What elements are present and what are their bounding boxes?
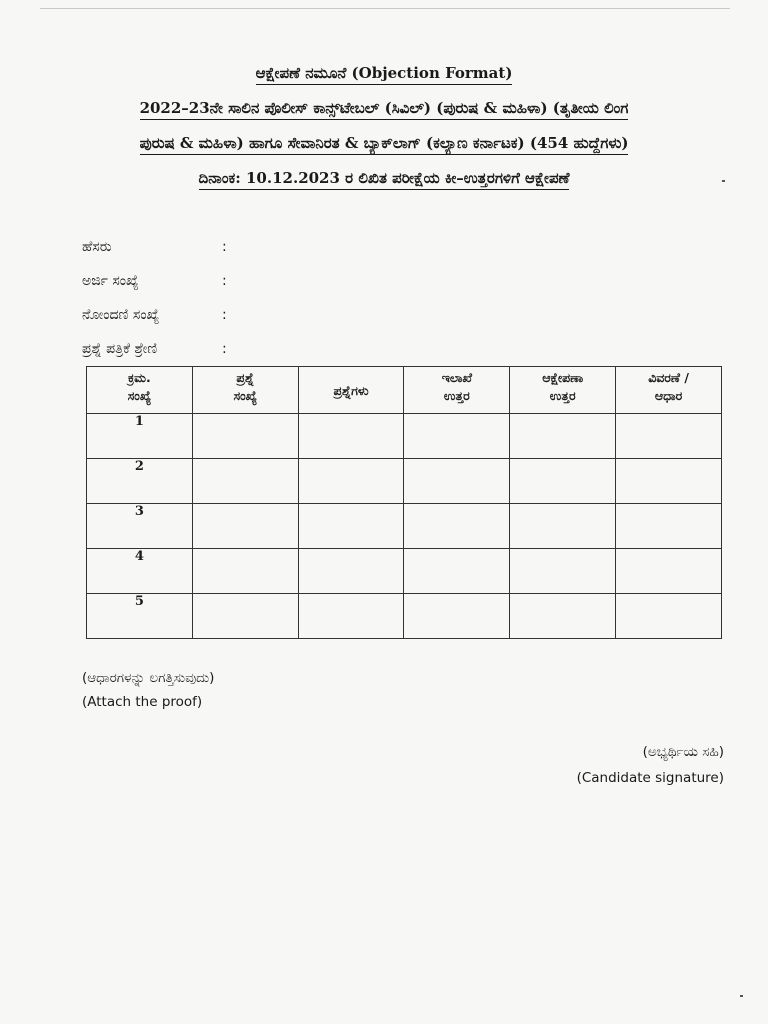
table-row <box>87 549 722 594</box>
table-cell[interactable] <box>510 459 616 504</box>
field-label: ಪ್ರಶ್ನೆ ಪತ್ರಿಕೆ ಶ್ರೇಣಿ <box>82 341 158 357</box>
table-cell[interactable] <box>616 459 722 504</box>
table-cell[interactable] <box>404 594 510 639</box>
applicant-fields <box>82 230 482 366</box>
page-edge <box>40 8 730 9</box>
table-cell[interactable] <box>192 459 298 504</box>
field-colon: : <box>222 273 227 289</box>
table-cell[interactable] <box>616 549 722 594</box>
table-cell[interactable] <box>616 594 722 639</box>
scan-speck <box>722 180 725 182</box>
question-paper-series-field[interactable] <box>82 332 482 366</box>
field-label: ಹೆಸರು <box>82 239 112 255</box>
header-serial-number: ಕ್ರಮ. ಸಂಖ್ಯೆ <box>87 367 193 414</box>
serial-cell: 2 <box>87 459 193 504</box>
serial-cell: 5 <box>87 594 193 639</box>
table-cell[interactable] <box>404 504 510 549</box>
header-department-answer: ಇಲಾಖೆ ಉತ್ತರ <box>404 367 510 414</box>
serial-cell: 3 <box>87 504 193 549</box>
table-header-row <box>87 367 722 414</box>
objection-table <box>86 366 722 639</box>
table-cell[interactable] <box>616 414 722 459</box>
header-explanation-basis: ವಿವರಣೆ / ಆಧಾರ <box>616 367 722 414</box>
serial-cell: 1 <box>87 414 193 459</box>
attach-note-english: (Attach the proof) <box>82 694 203 710</box>
table-cell[interactable] <box>510 414 616 459</box>
header-objection-answer: ಆಕ್ಷೇಪಣಾ ಉತ್ತರ <box>510 367 616 414</box>
field-colon: : <box>222 239 227 255</box>
application-number-field[interactable] <box>82 264 482 298</box>
title-line-1: ಆಕ್ಷೇಪಣೆ ನಮೂನೆ (Objection Format) <box>256 62 513 85</box>
attach-note-kannada: (ಆಧಾರಗಳನ್ನು ಲಗತ್ತಿಸುವುದು) <box>82 670 215 686</box>
table-cell[interactable] <box>298 549 404 594</box>
table-row <box>87 594 722 639</box>
table-cell[interactable] <box>298 414 404 459</box>
table-cell[interactable] <box>404 549 510 594</box>
registration-number-field[interactable] <box>82 298 482 332</box>
candidate-signature <box>577 744 724 796</box>
name-field[interactable] <box>82 230 482 264</box>
table-cell[interactable] <box>510 504 616 549</box>
table-cell[interactable] <box>404 414 510 459</box>
title-line-2: 2022–23ನೇ ಸಾಲಿನ ಪೊಲೀಸ್ ಕಾನ್ಸ್‌ಟೇಬಲ್ (ಸಿವಿಲ್) (ಪುರುಷ & ಮಹಿಳಾ) (ತೃತೀಯ ಲಿಂಗ <box>140 97 629 120</box>
table-cell[interactable] <box>298 459 404 504</box>
header-question-number: ಪ್ರಶ್ನೆ ಸಂಖ್ಯೆ <box>192 367 298 414</box>
table-cell[interactable] <box>404 459 510 504</box>
field-colon: : <box>222 341 227 357</box>
title-line-4: ದಿನಾಂಕ: 10.12.2023 ರ ಲಿಖಿತ ಪರೀಕ್ಷೆಯ ಕೀ–ಉತ್ತರಗಳಿಗೆ ಆಕ್ಷೇಪಣೆ <box>199 167 570 190</box>
table-cell[interactable] <box>616 504 722 549</box>
table-cell[interactable] <box>510 594 616 639</box>
serial-cell: 4 <box>87 549 193 594</box>
title-line-3: ಪುರುಷ & ಮಹಿಳಾ) ಹಾಗೂ ಸೇವಾನಿರತ & ಬ್ಯಾಕ್‌ಲಾಗ್ (ಕಲ್ಯಾಣ ಕರ್ನಾಟಕ) (454 ಹುದ್ದೆಗಳು) <box>140 132 629 155</box>
field-label: ನೋಂದಣಿ ಸಂಖ್ಯೆ <box>82 307 160 323</box>
table-cell[interactable] <box>298 504 404 549</box>
signature-label-kannada: (ಅಭ್ಯರ್ಥಿಯ ಸಹಿ) <box>642 744 724 760</box>
header-questions: ಪ್ರಶ್ನೆಗಳು <box>298 367 404 414</box>
table-row <box>87 414 722 459</box>
field-label: ಅರ್ಜಿ ಸಂಖ್ಯೆ <box>82 273 139 289</box>
field-colon: : <box>222 307 227 323</box>
table-row <box>87 459 722 504</box>
table-row <box>87 504 722 549</box>
table-cell[interactable] <box>192 549 298 594</box>
table-cell[interactable] <box>510 549 616 594</box>
form-title <box>60 62 708 202</box>
table-cell[interactable] <box>192 414 298 459</box>
signature-label-english: (Candidate signature) <box>576 770 724 786</box>
attach-proof-note <box>82 670 214 718</box>
table-cell[interactable] <box>298 594 404 639</box>
table-cell[interactable] <box>192 594 298 639</box>
scan-speck <box>740 995 743 997</box>
table-cell[interactable] <box>192 504 298 549</box>
